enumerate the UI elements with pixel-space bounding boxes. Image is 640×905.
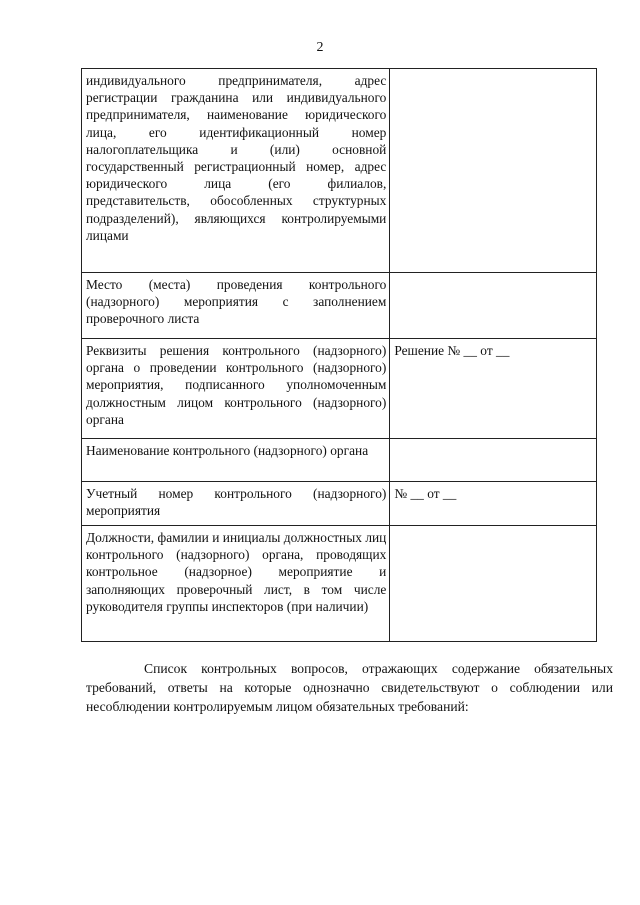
table-row bbox=[82, 273, 597, 339]
page-number: 2 bbox=[316, 40, 324, 55]
row-label-registration-number: Учетный номер контрольного (надзорного) мероприятия bbox=[82, 482, 390, 526]
table-row bbox=[82, 69, 597, 273]
form-table bbox=[81, 68, 597, 642]
table-row bbox=[82, 439, 597, 482]
checklist-intro-paragraph: Список контрольных вопросов, отражающих содержание обязательных требований, ответы на которые однозначно свидетельствуют о соблюдении или несоблюдении контролируемым лицом обязательных требований: bbox=[86, 661, 613, 714]
table-row bbox=[82, 339, 597, 439]
row-label-officials: Должности, фамилии и инициалы должностных лиц контрольного (надзорного) органа, проводящих контрольное (надзорное) мероприятие и заполняющих проверочный лист, в том числе руководителя группы инспекторов (при наличии) bbox=[82, 526, 390, 642]
table-row bbox=[82, 482, 597, 526]
row-value-authority-name[interactable] bbox=[390, 439, 597, 482]
row-label-authority-name: Наименование контрольного (надзорного) органа bbox=[82, 439, 390, 482]
row-value-inspection-place[interactable] bbox=[390, 273, 597, 339]
row-value-officials[interactable] bbox=[390, 526, 597, 642]
row-label-decision-details: Реквизиты решения контрольного (надзорного) органа о проведении контрольного (надзорного) мероприятия, подписанного уполномоченным должностным лицом контрольного (надзорного) органа bbox=[82, 339, 390, 439]
row-value-decision-details[interactable]: Решение № __ от __ bbox=[390, 339, 597, 439]
row-label-inspection-place: Место (места) проведения контрольного (надзорного) мероприятия с заполнением проверочного листа bbox=[82, 273, 390, 339]
row-label-controlled-person: индивидуального предпринимателя, адрес регистрации гражданина или индивидуального предпринимателя, наименование юридического лица, его идентификационный номер налогоплательщика и (или) основной государственный регистрационный номер, адрес юридического лица (его филиалов, представительств, обособленных структурных подразделений), являющихся контролируемыми лицами bbox=[82, 69, 390, 273]
table-row bbox=[82, 526, 597, 642]
row-value-registration-number[interactable]: № __ от __ bbox=[390, 482, 597, 526]
row-value-controlled-person[interactable] bbox=[390, 69, 597, 273]
